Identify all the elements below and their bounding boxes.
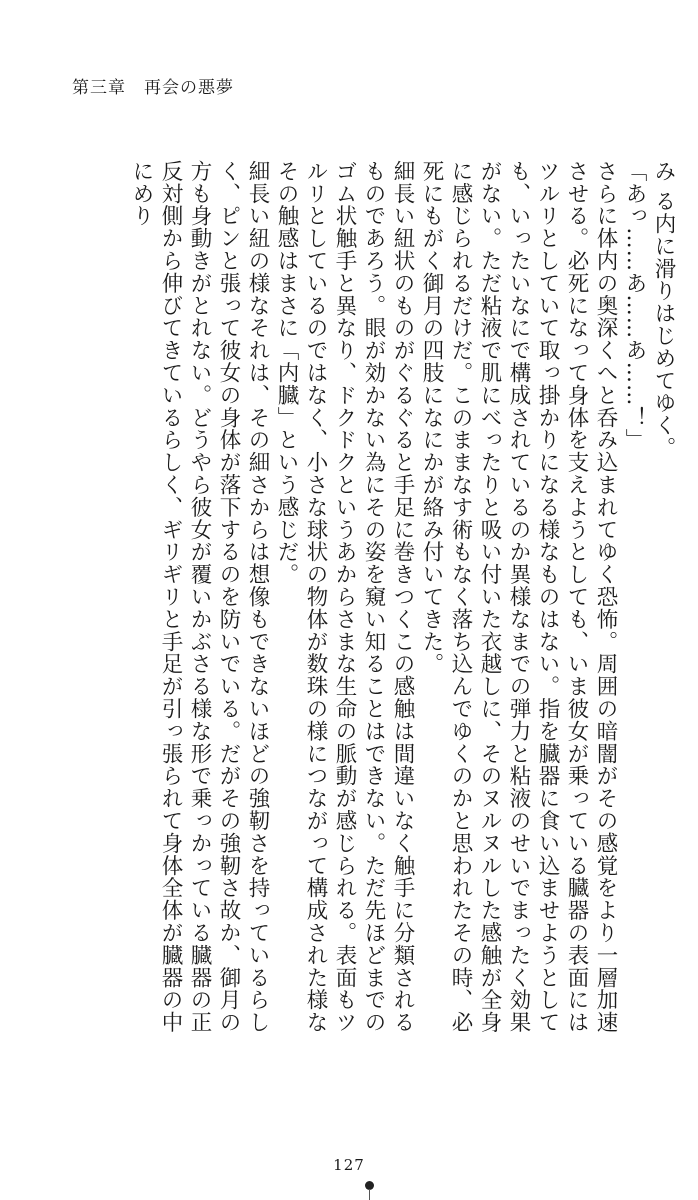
page-number: 127: [333, 1156, 365, 1174]
page-marker-stem: [369, 1189, 370, 1200]
body-text: [62, 160, 678, 1040]
chapter-header: 第三章 再会の悪夢: [72, 78, 234, 98]
paragraph: 「あっ……あ……あ……！」: [622, 160, 647, 452]
paragraph: 細長い紐の様なそれは、その細さからは想像もできないほどの強靭さを持っているらしく、ピンと張って彼女の身体が落下するのを防いでいる。だがその強靭さ故か、御月の方も身動きがとれない。どうやら彼女が覆いかぶさる様な形で乗っかっている臓器の正反対側から伸びてきているらしく、ギリギリと手足が引っ張られて身体全体が臓器の中にめり: [129, 160, 270, 1034]
paragraph: み る内に滑りはじめてゆく。: [651, 160, 676, 459]
paragraph: さらに体内の奥深くへと呑み込まれてゆく恐怖。周囲の暗闇がその感覚をより一層加速させる。必死になって身体を支えようとしても、いま彼女が乗っている臓器の表面にはツルリとしていて取っ掛かりになる様なものはない。指を臓器に食い込ませようとしても、いったいなにで構成されているのか異様なまでの弾力と粘液のせいでまったく効果がない。ただ粘液で肌にべったりと吸い付いた衣越しに、そのヌルヌルした感触が全身に感じられるだけだ。このままなす術もなく落ち込んでゆくのかと思われたその時、必死にもがく御月の四肢になにかが絡み付いてきた。: [419, 160, 618, 1034]
paragraph: 細長い紐状のものがぐるぐると手足に巻きつくこの感触は間違いなく触手に分類されるものであろう。眼が効かない為にその姿を窺い知ることはできない。ただ先ほどまでのゴム状触手と異なり、ドクドクというあからさまな生命の脈動が感じられる。表面もツルリとしているのではなく、小さな球状の物体が数珠の様につながって構成された様なその触感はまさに「内臓」という感じだ。: [274, 160, 415, 1034]
